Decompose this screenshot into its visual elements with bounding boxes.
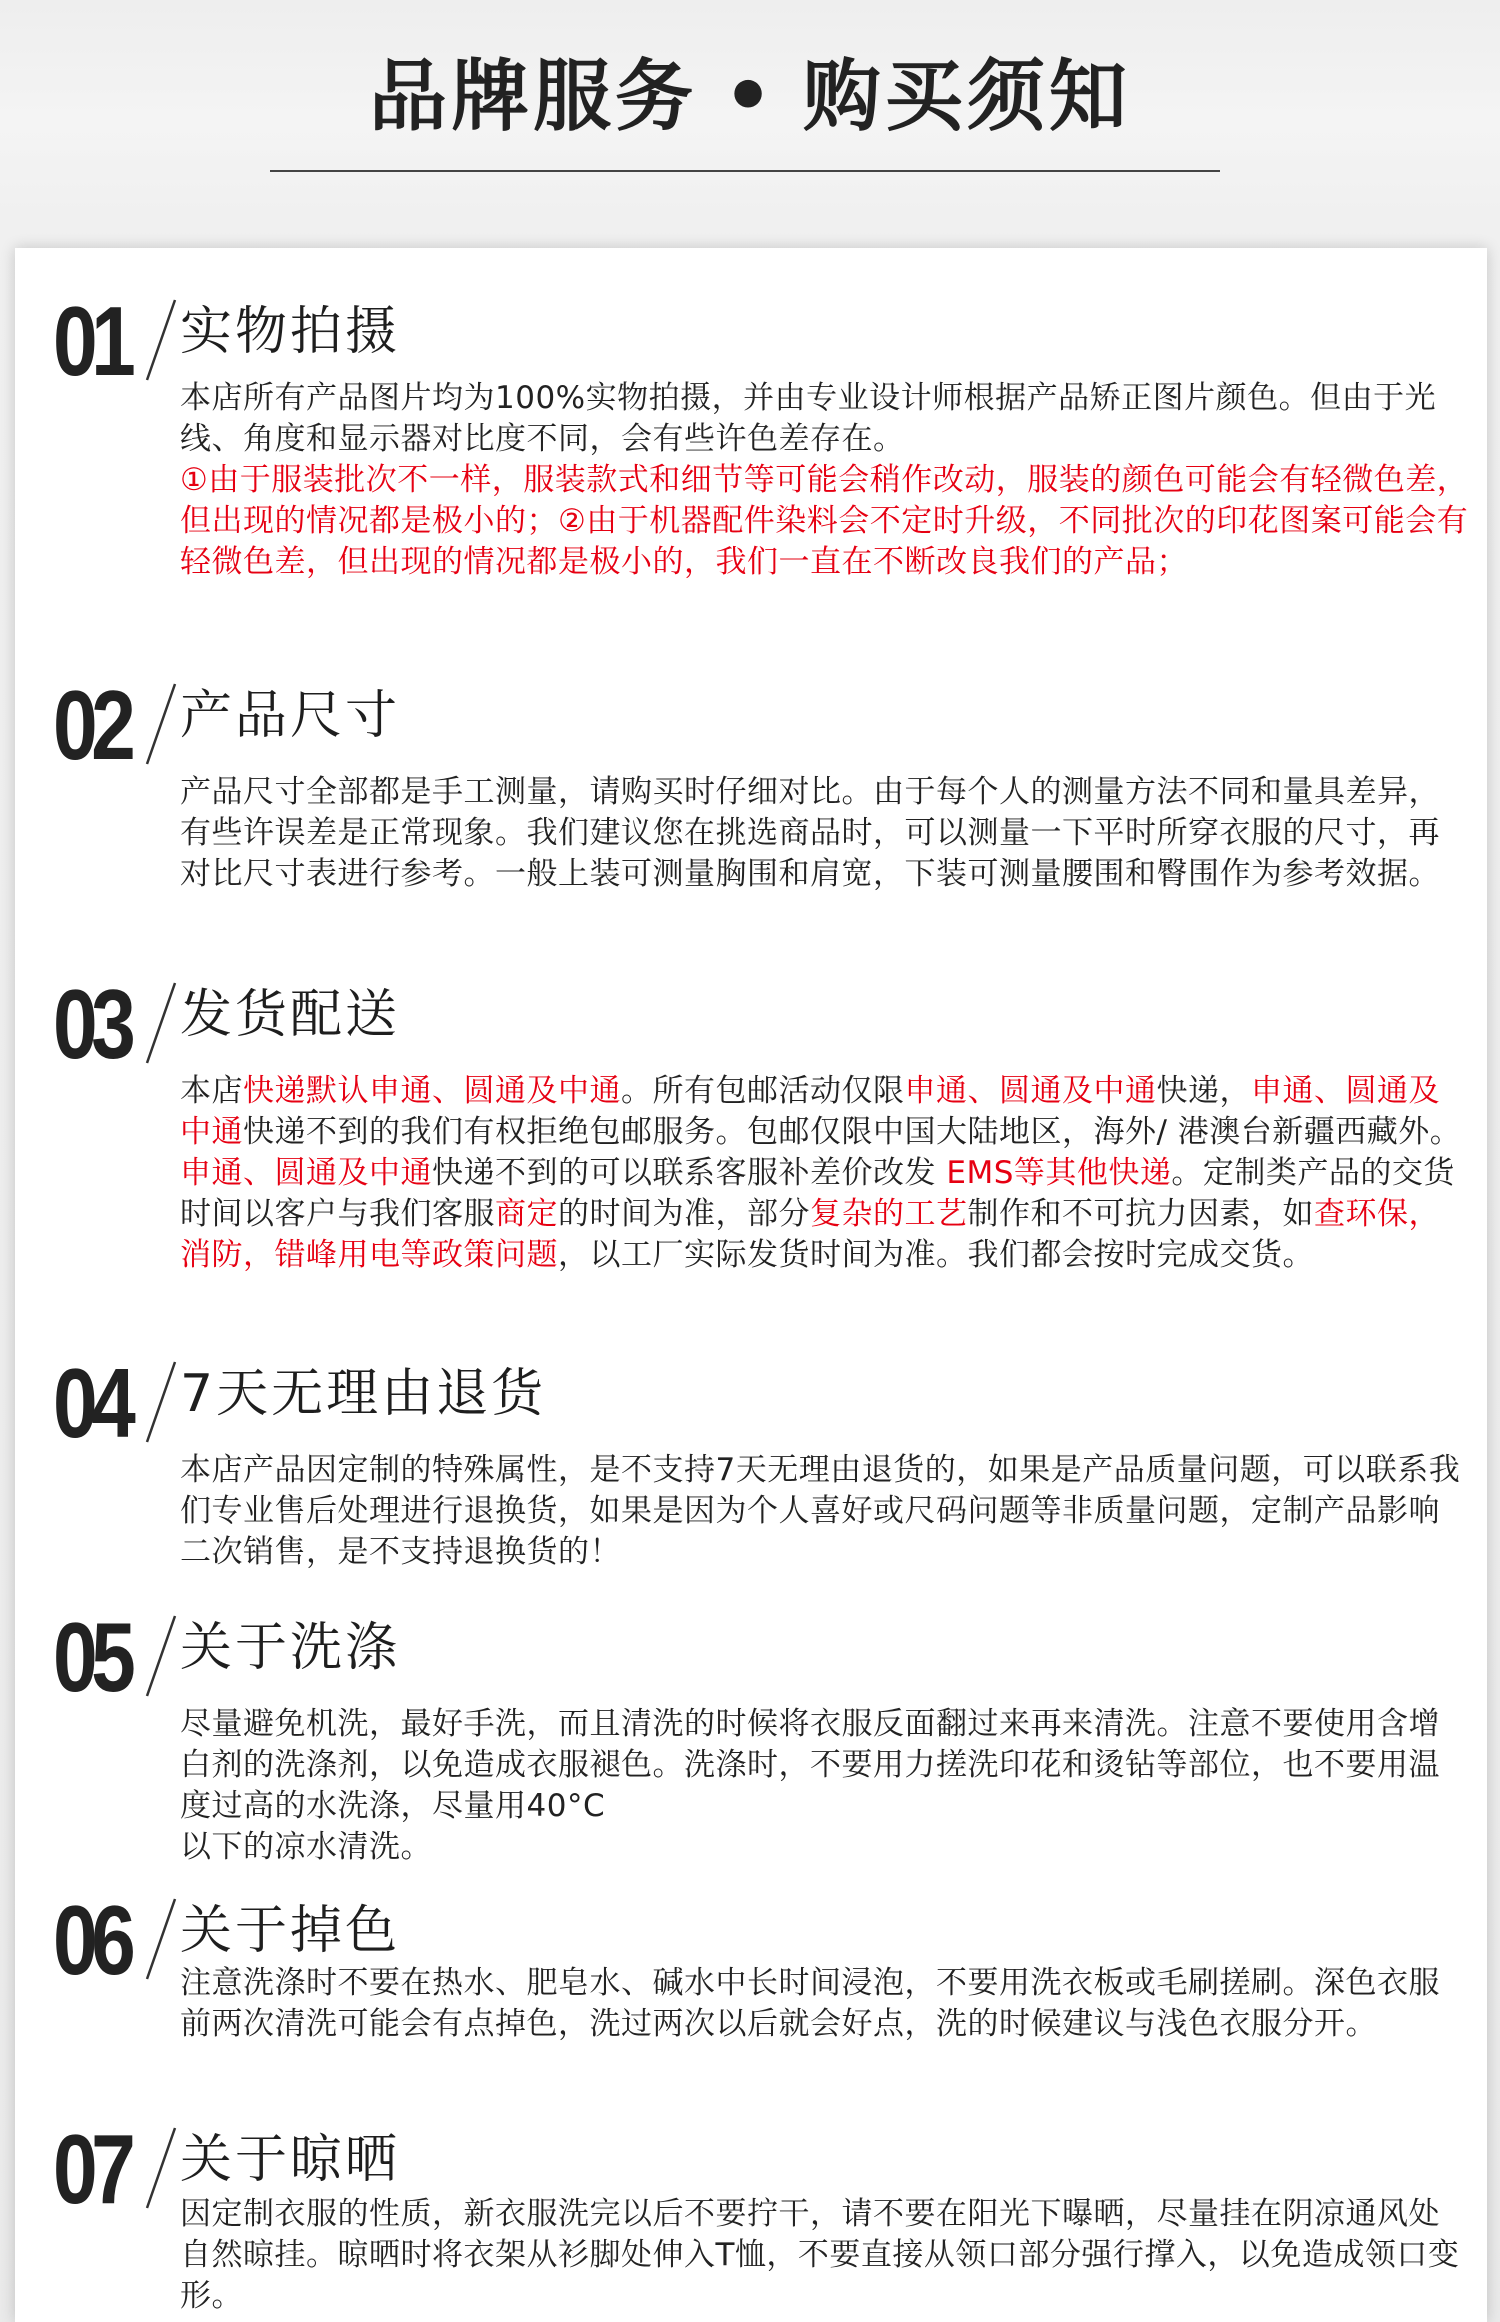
notice-card [15,248,1487,2322]
section-title: 产品尺寸 [180,686,401,746]
section-title: 发货配送 [180,985,401,1045]
section-number: 01 [53,286,130,396]
body-text: 快递， [1156,1073,1251,1109]
section-body [180,378,1470,583]
body-text: 制作和不可抗力因素，如 [967,1196,1314,1232]
slash-divider-icon [139,682,185,766]
body-text: 。所有包邮活动仅限 [621,1073,905,1109]
body-text: 。定制类产品的交货时间以客户与我们客服 [180,1155,1455,1232]
body-paragraph-highlight: ①由于服装批次不一样，服装款式和细节等可能会稍作改动，服装的颜色可能会有轻微色差，但出现的情况都是极小的；②由于机器配件染料会不定时升级，不同批次的印花图案可能会有轻微色差，但出现的情况都是极小的，我们一直在不断改良我们的产品； [180,462,1469,580]
body-text-highlight: 商定 [495,1196,558,1232]
section-body [180,772,1470,895]
header-underline [270,170,1220,172]
body-text-highlight: EMS等其他快递 [946,1155,1172,1191]
body-text: 快递不到的我们有权拒绝包邮服务。包邮仅限中国大陆地区，海外/ 港澳台新疆西藏外。 [243,1114,1462,1150]
page-title [0,52,1500,142]
page-header [0,0,1500,240]
section-title: 关于晾晒 [180,2130,401,2190]
body-paragraph: 本店所有产品图片均为100%实物拍摄，并由专业设计师根据产品矫正图片颜色。但由于光线、角度和显示器对比度不同，会有些许色差存在。 [180,380,1437,457]
body-paragraph: 因定制衣服的性质，新衣服洗完以后不要拧干，请不要在阳光下曝晒，尽量挂在阴凉通风处自然晾挂。晾晒时将衣架从衫脚处伸入T恤，不要直接从领口部分强行撑入，以免造成领口变形。 [180,2196,1460,2314]
body-text-highlight: 申通、圆通及中通 [180,1073,1440,1150]
slash-divider-icon [139,981,185,1065]
body-paragraph: 注意洗涤时不要在热水、肥皂水、碱水中长时间浸泡，不要用洗衣板或毛刷搓刷。深色衣服前两次清洗可能会有点掉色，洗过两次以后就会好点，洗的时候建议与浅色衣服分开。 [180,1965,1440,2042]
title-purchase-notice: 购买须知 [802,52,1131,142]
body-text-highlight: 申通、圆通及中通 [180,1155,432,1191]
slash-divider-icon [139,1360,185,1444]
title-separator-dot: • [723,52,777,142]
body-text: ，以工厂实际发货时间为准。我们都会按时完成交货。 [558,1237,1314,1273]
section-body [180,1963,1470,2045]
body-text-highlight: 申通、圆通及中通 [904,1073,1157,1109]
body-text: 本店 [180,1073,243,1109]
title-brand-service: 品牌服务 [369,52,698,142]
section-number: 03 [53,969,130,1079]
section-title: 关于掉色 [180,1901,401,1961]
section-title: 关于洗涤 [180,1618,401,1678]
body-text: 快递不到的可以联系客服补差价改发 [432,1155,947,1191]
slash-divider-icon [139,2126,185,2210]
section-number: 02 [53,670,130,780]
section-body [180,2194,1470,2317]
slash-divider-icon [139,1614,185,1698]
body-paragraph: 尽量避免机洗，最好手洗，而且清洗的时候将衣服反面翻过来再来清洗。注意不要使用含增白剂的洗涤剂，以免造成衣服褪色。洗涤时，不要用力搓洗印花和烫钻等部位，也不要用温度过高的水洗涤，尽量用40°C [180,1706,1440,1824]
body-text-highlight: 查环保，消防，错峰用电等政策问题 [180,1196,1440,1273]
section-body [180,1704,1470,1868]
body-paragraph: 以下的凉水清洗。 [180,1829,432,1865]
section-number: 06 [53,1885,130,1995]
section-number: 04 [53,1348,130,1458]
body-paragraph: 本店产品因定制的特殊属性，是不支持7天无理由退货的，如果是产品质量问题，可以联系我们专业售后处理进行退换货，如果是因为个人喜好或尺码问题等非质量问题，定制产品影响二次销售，是不支持退换货的！ [180,1452,1461,1570]
section-body [180,1071,1470,1276]
body-text-highlight: 快递默认申通、圆通及中通 [243,1073,621,1109]
section-body [180,1450,1470,1573]
body-text: 的时间为准，部分 [558,1196,810,1232]
section-number: 07 [53,2114,130,2224]
body-paragraph: 产品尺寸全部都是手工测量，请购买时仔细对比。由于每个人的测量方法不同和量具差异，有些许误差是正常现象。我们建议您在挑选商品时，可以测量一下平时所穿衣服的尺寸，再对比尺寸表进行参考。一般上装可测量胸围和肩宽，下装可测量腰围和臀围作为参考效据。 [180,774,1440,892]
section-number: 05 [53,1602,130,1712]
section-title: 实物拍摄 [180,302,401,362]
section-title: 7天无理由退货 [180,1364,547,1424]
body-text-highlight: 复杂的工艺 [810,1196,968,1232]
slash-divider-icon [139,1897,185,1981]
slash-divider-icon [139,298,185,382]
